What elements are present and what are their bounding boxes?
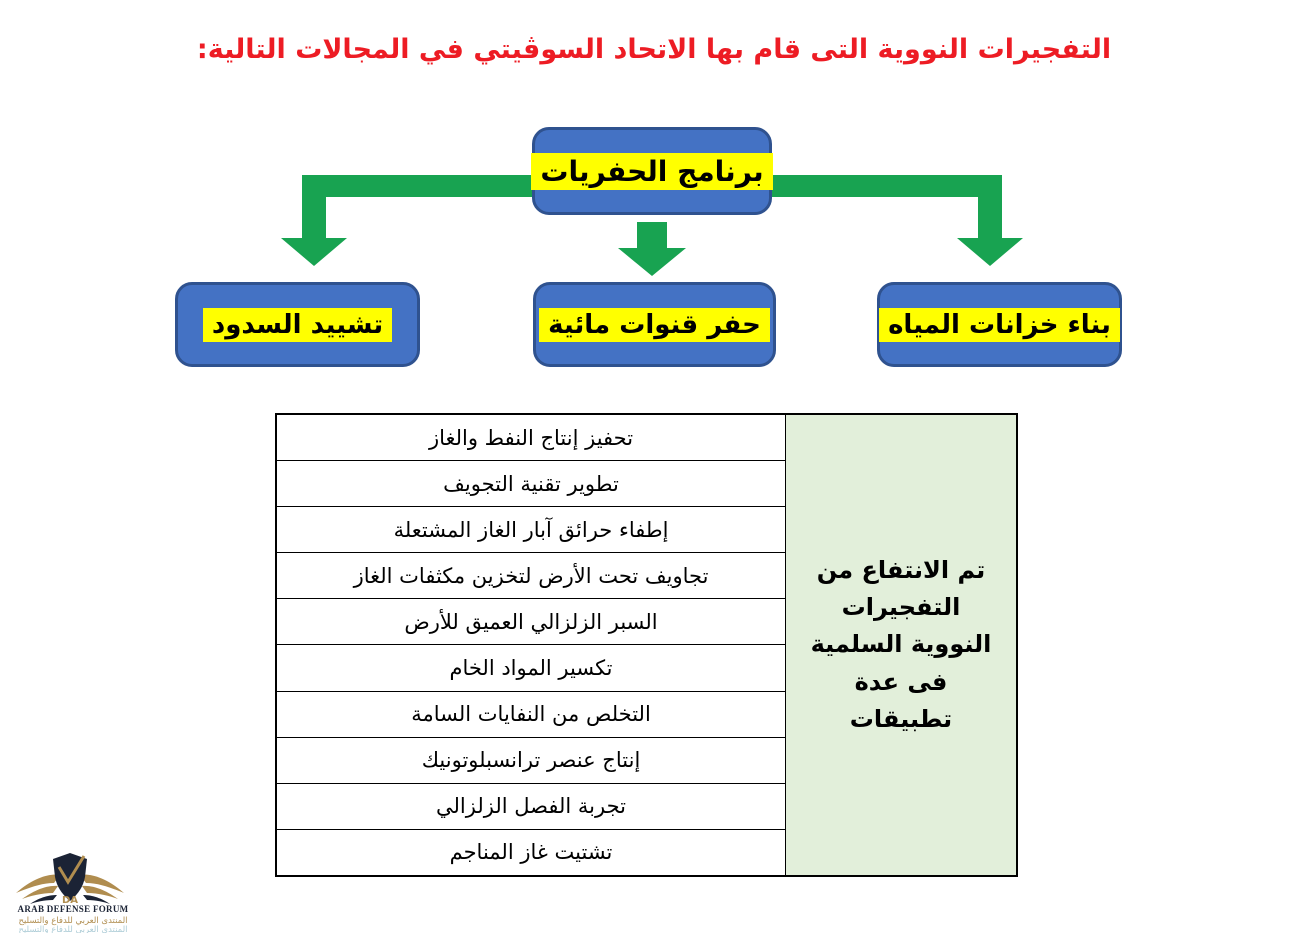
node-dam-construction-label: تشييد السدود: [203, 308, 392, 342]
left-wing-icon: [30, 895, 57, 904]
table-row: تشتيت غاز المناجم: [449, 840, 613, 865]
elbow-arrow-right-icon: [771, 175, 1023, 266]
down-arrow-icon: [618, 222, 686, 276]
node-water-canals-label: حفر قنوات مائية: [539, 308, 770, 342]
node-drilling-program-label: برنامج الحفريات: [531, 153, 772, 190]
logo-reflection: المنتدى العربي للدفاع والتسليح: [18, 925, 128, 933]
table-row: السبر الزلزالي العميق للأرض: [277, 599, 785, 645]
logo-name-en: ARAB DEFENSE FORUM: [17, 904, 129, 914]
applications-table: [275, 413, 1018, 877]
table-row: تحفيز إنتاج النفط والغاز: [277, 415, 785, 461]
table-row: إنتاج عنصر ترانسبلوتونيك: [277, 738, 785, 784]
logo-monogram: DA: [61, 895, 79, 906]
logo-name-ar: المنتدى العربي للدفاع والتسليح: [18, 916, 128, 926]
table-row: تطوير تقنية التجويف: [277, 461, 785, 507]
table-row: التخلص من النفايات السامة: [277, 692, 785, 738]
node-water-canals: [533, 282, 776, 367]
elbow-arrow-left-icon: [281, 175, 534, 266]
node-water-reservoirs-label: بناء خزانات المياه: [879, 308, 1120, 342]
table-row: تجاويف تحت الأرض لتخزين مكثفات الغاز: [277, 553, 785, 599]
node-water-reservoirs: [877, 282, 1122, 367]
arab-defense-forum-logo: [10, 845, 140, 933]
table-row: إطفاء حرائق آبار الغاز المشتعلة: [277, 507, 785, 553]
node-dam-construction: [175, 282, 420, 367]
summary-merged-cell: تم الانتفاع من التفجيرات النووية السلمية فى عدة تطبيقات: [785, 415, 1016, 875]
node-drilling-program: [532, 127, 772, 215]
table-row: تكسير المواد الخام: [277, 645, 785, 691]
table-row: تجربة الفصل الزلزالي: [277, 784, 785, 830]
page-title: التفجيرات النووية التى قام بها الاتحاد السوڤيتي في المجالات التالية:: [196, 34, 1112, 65]
applications-list: [277, 415, 785, 875]
right-wing-icon: [83, 895, 110, 904]
